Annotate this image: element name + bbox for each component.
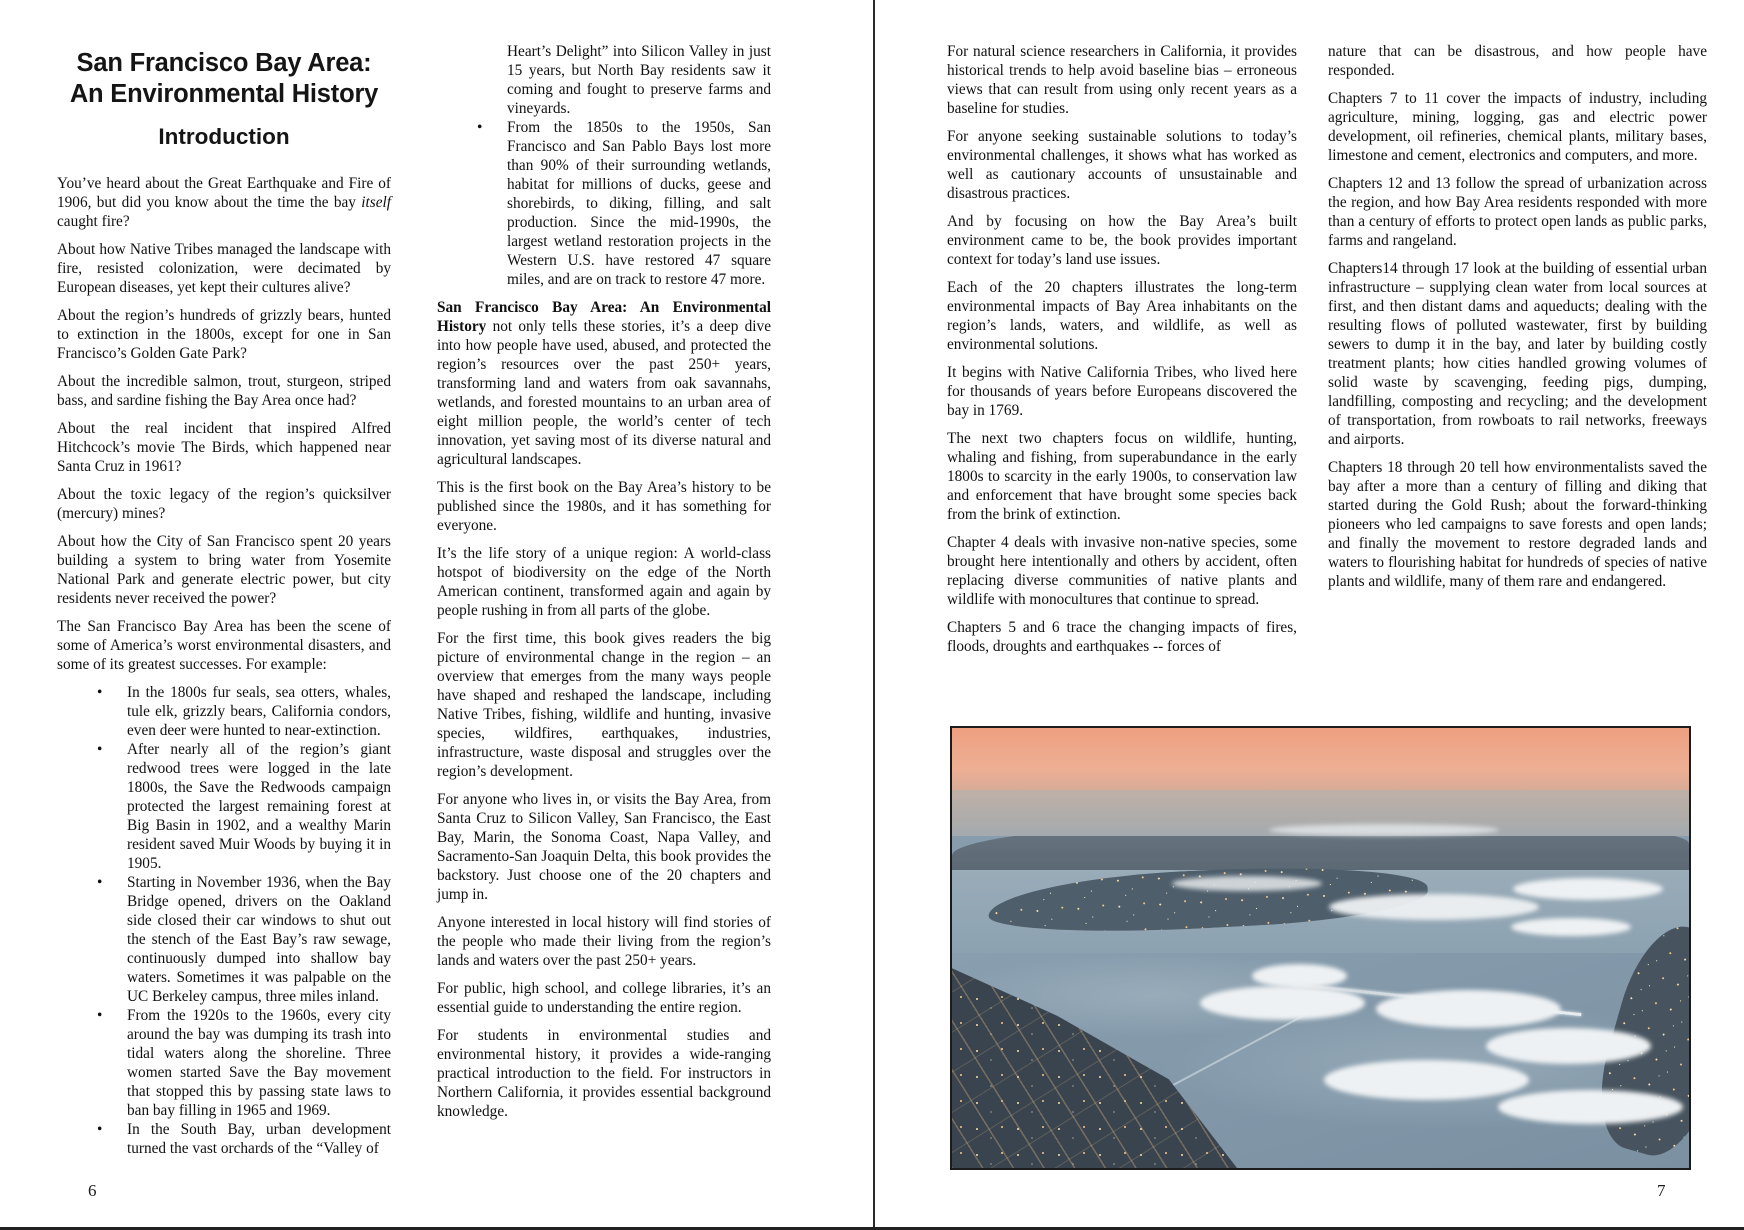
intro-text-post: caught fire? — [57, 213, 130, 230]
photo-cloud — [1324, 1060, 1529, 1100]
paragraph-intro — [57, 174, 391, 231]
page-number-right: 7 — [1657, 1181, 1666, 1200]
photo-cloud — [1269, 824, 1499, 836]
section-heading-introduction: Introduction — [158, 124, 290, 149]
bullet-item: • In the 1800s fur seals, sea otters, whales, tule elk, grizzly bears, California condors, even deer were hunted to near-extinction. — [57, 683, 391, 740]
bullet-item: • From the 1920s to the 1960s, every city around the bay was dumping its trash into tidal waters along the shoreline. Three women started Save the Bay movement that stopped this by passing state laws to ban bay filling in 1965 and 1969. — [57, 1006, 391, 1120]
bullet-list — [437, 118, 771, 289]
paragraph: Chapters 7 to 11 cover the impacts of industry, including agriculture, mining, logging, gas and electric power development, oil refineries, chemical plants, military bases, limestone and cement, electronics and computers, and more. — [1328, 90, 1707, 164]
paragraph: About how Native Tribes managed the landscape with fire, resisted colonization, were decimated by European diseases, yet kept their cultures alive? — [57, 241, 391, 296]
page6-column-2 — [437, 42, 771, 1130]
paragraph: Chapter 4 deals with invasive non-native species, some brought here intentionally and others by accident, often replacing diverse communities of native plants and wildlife with monocultures that continue to spread. — [947, 534, 1297, 608]
paragraph: The next two chapters focus on wildlife, hunting, whaling and fishing, from superabundance in the early 1800s to scarcity in the early 1900s, to conservation law and enforcement that have brought some species back from the brink of extinction. — [947, 430, 1297, 523]
book-title-block — [57, 48, 391, 150]
paragraph: It begins with Native California Tribes, who lived here for thousands of years before Europeans discovered the bay in 1769. — [947, 364, 1297, 419]
paragraph: For natural science researchers in California, it provides historical trends to help avoid baseline bias – erroneous views that can result from using only recent years as a baseline for studies. — [947, 43, 1297, 117]
bullet-item: • From the 1850s to the 1950s, San Francisco and San Pablo Bays lost more than 90% of their surrounding wetlands, habitat for millions of ducks, geese and shorebirds, to diking, filling, and salt production. Since the mid-1990s, the largest wetland restoration projects in the Western U.S. have restored 47 square miles, and are on track to restore 47 more. — [437, 118, 771, 289]
paragraph: Chapters 18 through 20 tell how environmentalists saved the bay after a more than a century of filling and diking that started during the Gold Rush; about the forward-thinking pioneers who led campaigns to save forests and open lands; and finally the movement to restore degraded lands and waters to flourishing habitat for hundreds of species of native plants and wildlife, many of them rare and endangered. — [1328, 459, 1707, 590]
bullet-item: • After nearly all of the region’s giant redwood trees were logged in the late 1800s, the Save the Redwoods campaign protected the largest remaining forest at Big Basin in 1902, and a wealthy Marin resident saved Muir Woods by buying it in 1905. — [57, 740, 391, 873]
photo-cloud — [1376, 990, 1561, 1028]
paragraph: It’s the life story of a unique region: A world-class hotspot of biodiversity on the edge of the North American continent, transformed again and again by people rushing in from all parts of the globe. — [437, 545, 771, 619]
paragraph: About how the City of San Francisco spent 20 years building a system to bring water from Yosemite National Park and generate electric power, but city residents never received the power? — [57, 533, 391, 607]
paragraph: Anyone interested in local history will find stories of the people who made their living from the region’s lands and waters over the past 250+ years. — [437, 914, 771, 969]
paragraph: About the real incident that inspired Alfred Hitchcock’s movie The Birds, which happened near Santa Cruz in 1961? — [57, 420, 391, 475]
photo-cloud — [1172, 876, 1322, 891]
bullet-list — [57, 683, 391, 1158]
intro-text-pre: You’ve heard about the Great Earthquake and Fire of 1906, but did you know about the time the bay — [57, 175, 391, 211]
bay-aerial-photo — [950, 726, 1691, 1170]
paragraph: For students in environmental studies and environmental history, it provides a wide-ranging practical introduction to the field. For instructors in Northern California, it provides essential background knowledge. — [437, 1027, 771, 1120]
paragraph: Chapters 5 and 6 trace the changing impacts of fires, floods, droughts and earthquakes -- forces of — [947, 619, 1297, 655]
book-lead-text: not only tells these stories, it’s a deep dive into how people have used, abused, and protected the region’s resources over the past 250+ years, transforming land and waters from oak savannahs, wetlands, and forested mountains to an urban area of eight million people, the world’s center of tech innovation, yet saving most of its diverse natural and agricultural landscapes. — [437, 318, 771, 468]
paragraph: Chapters 12 and 13 follow the spread of urbanization across the region, and how Bay Area residents responded with more than a century of efforts to protect open lands as public parks, farms and rangeland. — [1328, 175, 1707, 249]
intro-text-italic: itself — [361, 194, 391, 211]
paragraph: Each of the 20 chapters illustrates the long-term environmental impacts of Bay Area inhabitants on the region’s lands, waters, and wildlife, as well as environmental solutions. — [947, 279, 1297, 353]
photo-sunset-sky — [952, 728, 1689, 790]
photo-cloud — [1486, 1028, 1651, 1064]
page-number-left: 6 — [88, 1181, 97, 1200]
photo-cloud — [1498, 1090, 1683, 1124]
bullet-continuation: Heart’s Delight” into Silicon Valley in just 15 years, but North Bay residents saw it coming and fought to preserve farms and vineyards. — [507, 43, 771, 117]
page7-column-2 — [1328, 42, 1707, 600]
photo-cloud — [1513, 878, 1663, 900]
paragraph: About the toxic legacy of the region’s quicksilver (mercury) mines? — [57, 486, 391, 522]
title-line-2: An Environmental History — [69, 80, 379, 108]
photo-cloud — [1511, 918, 1631, 936]
paragraph: For anyone seeking sustainable solutions to today’s environmental challenges, it shows what has worked as well as cautionary accounts of unsustainable and disastrous practices. — [947, 128, 1297, 202]
paragraph: For public, high school, and college libraries, it’s an essential guide to understanding the entire region. — [437, 980, 771, 1016]
title-line-1: San Francisco Bay Area: — [76, 49, 372, 77]
paragraph: This is the first book on the Bay Area’s history to be published since the 1980s, and it has something for everyone. — [437, 479, 771, 534]
photo-cloud — [1252, 964, 1347, 988]
paragraph: Chapters14 through 17 look at the building of essential urban infrastructure – supplying clean water from local sources at first, and then distant dams and aqueducts; dealing with the resulting flows of polluted wastewater, first by building sewers to dump it in the bay, and later by building costly treatment plants; how cities handled growing volumes of solid waste by scavenging, feeding pigs, dumping, landfilling, composting and recycling; and the development of transportation, from rowboats to rail networks, freeways and airports. — [1328, 260, 1707, 448]
page6-column-1 — [57, 42, 391, 1167]
paragraph: The San Francisco Bay Area has been the scene of some of America’s worst environmental disasters, and some of its greatest successes. For example: — [57, 618, 391, 673]
paragraph: For the first time, this book gives readers the big picture of environmental change in the region – an overview that emerges from the many ways people have shaped and reshaped the landscape, including Native Tribes, fishing, wildlife and hunting, invasive species, wildfires, earthquakes, industries, infrastructure, waste disposal and struggles over the region’s development. — [437, 630, 771, 780]
paragraph: nature that can be disastrous, and how people have responded. — [1328, 43, 1707, 79]
paragraph: About the incredible salmon, trout, sturgeon, striped bass, and sardine fishing the Bay Area once had? — [57, 373, 391, 409]
paragraph: For anyone who lives in, or visits the Bay Area, from Santa Cruz to Silicon Valley, San Francisco, the East Bay, Marin, the Sonoma Coast, Napa Valley, and Sacramento-San Joaquin Delta, this book provides the backstory. Just choose one of the 20 chapters and jump in. — [437, 791, 771, 903]
bullet-item: • In the South Bay, urban development turned the vast orchards of the “Valley of — [57, 1120, 391, 1158]
page-gutter-divider — [873, 0, 875, 1230]
photo-cloud — [1329, 894, 1539, 920]
bullet-item: • Starting in November 1936, when the Bay Bridge opened, drivers on the Oakland side closed their car windows to shut out the stench of the East Bay’s raw sewage, continuously dumped into shallow bay waters. Sometimes it was palpable on the UC Berkeley campus, three miles inland. — [57, 873, 391, 1006]
photo-cloud — [1200, 986, 1365, 1020]
page7-column-1 — [947, 42, 1297, 665]
paragraph-book-lead — [437, 298, 771, 469]
paragraph: About the region’s hundreds of grizzly bears, hunted to extinction in the 1800s, except for one in San Francisco’s Golden Gate Park? — [57, 307, 391, 362]
page-title — [57, 48, 391, 110]
book-title-inline: San Francisco Bay Area: An Environmental History — [437, 299, 771, 335]
paragraph: And by focusing on how the Bay Area’s built environment came to be, the book provides important context for today’s land use issues. — [947, 213, 1297, 268]
